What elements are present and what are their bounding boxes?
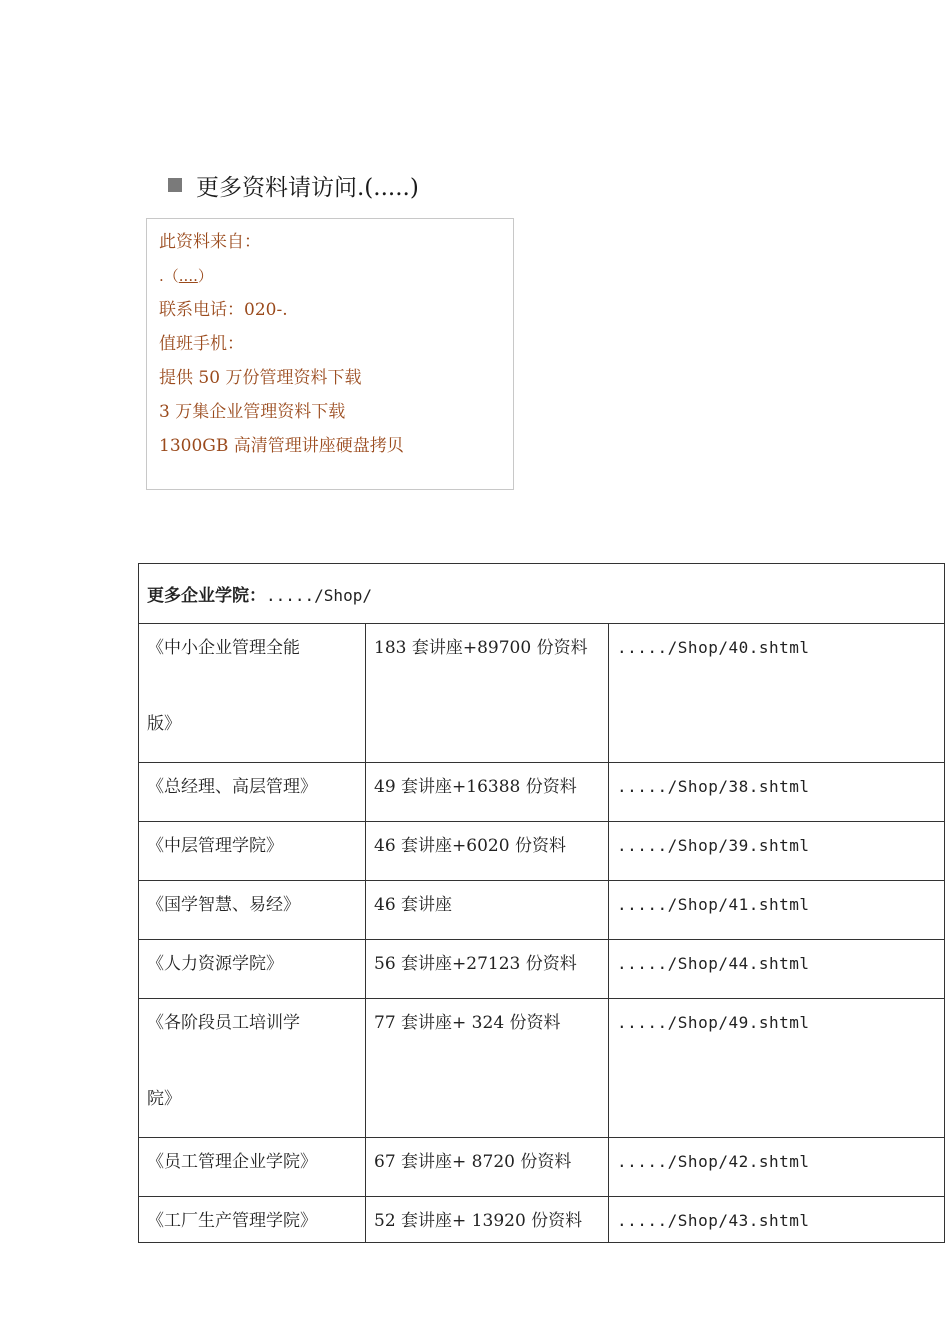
table-row [139,624,945,763]
table-row [139,881,945,940]
info-mobile: 值班手机： [159,334,244,354]
academy-content-cell [366,940,609,999]
academy-content: 77 套讲座+ 324 份资料 [374,1013,561,1033]
academy-content: 52 套讲座+ 13920 份资料 [374,1211,583,1231]
academy-url[interactable]: ...../Shop/44.shtml [617,954,810,973]
table-row [139,999,945,1138]
academy-url[interactable]: ...../Shop/38.shtml [617,777,810,796]
academy-content: 183 套讲座+89700 份资料 [374,638,588,658]
academy-content-cell [366,999,609,1138]
table-row [139,1138,945,1197]
info-source-link-line [159,259,513,293]
academy-name-cell [139,881,366,940]
academy-name [147,610,357,762]
academy-name-line2: 版》 [147,714,181,734]
table-header-url[interactable]: ...../Shop/ [266,586,372,605]
square-bullet-icon [168,178,182,192]
academy-url-cell [609,822,945,881]
info-source-label: 此资料来自： [159,232,261,252]
academy-table [138,563,945,1243]
academy-content: 46 套讲座+6020 份资料 [374,836,566,856]
academy-name: 《工厂生产管理学院》 [147,1211,317,1231]
info-link-suffix: ） [197,267,213,285]
table-row [139,763,945,822]
academy-content: 67 套讲座+ 8720 份资料 [374,1152,572,1172]
academy-name-cell [139,822,366,881]
academy-content: 56 套讲座+27123 份资料 [374,954,577,974]
academy-content-cell [366,763,609,822]
academy-url[interactable]: ...../Shop/40.shtml [617,638,810,657]
academy-name-cell [139,763,366,822]
academy-name: 《国学智慧、易经》 [147,895,300,915]
academy-name [147,985,357,1137]
academy-name: 《员工管理企业学院》 [147,1152,317,1172]
academy-url-cell [609,624,945,763]
academy-name-cell [139,1138,366,1197]
academy-url[interactable]: ...../Shop/49.shtml [617,1013,810,1032]
academy-url[interactable]: ...../Shop/41.shtml [617,895,810,914]
academy-content: 46 套讲座 [374,895,453,915]
academy-content: 49 套讲座+16388 份资料 [374,777,577,797]
academy-content-cell [366,822,609,881]
info-offer-3: 1300GB 高清管理讲座硬盘拷贝 [159,436,404,456]
academy-name: 《总经理、高层管理》 [147,777,317,797]
info-link-prefix: .（ [159,267,179,285]
academy-name: 《人力资源学院》 [147,954,283,974]
table-row [139,1197,945,1243]
info-offer-2: 3 万集企业管理资料下载 [159,402,346,422]
academy-url-cell [609,763,945,822]
page-header [168,168,419,202]
info-offer-1: 提供 50 万份管理资料下载 [159,368,362,388]
header-text: 更多资料请访问.(.....) [196,174,419,201]
academy-name-line1: 《各阶段员工培训学 [147,1013,300,1033]
academy-name-cell [139,624,366,763]
academy-name: 《中层管理学院》 [147,836,283,856]
academy-url-cell [609,1138,945,1197]
academy-url-cell [609,881,945,940]
table-header-label: 更多企业学院： [147,586,266,606]
table-row [139,822,945,881]
academy-name-cell [139,1197,366,1243]
academy-content-cell [366,1197,609,1243]
academy-url-cell [609,940,945,999]
academy-name-line2: 院》 [147,1089,181,1109]
academy-url[interactable]: ...../Shop/43.shtml [617,1211,810,1230]
info-phone: 联系电话：020-. [159,300,288,320]
info-source-link[interactable]: .... [178,267,198,285]
academy-url-cell [609,999,945,1138]
academy-url-cell [609,1197,945,1243]
info-box [146,218,514,490]
academy-name-cell [139,999,366,1138]
academy-content-cell [366,1138,609,1197]
academy-content-cell [366,624,609,763]
academy-url[interactable]: ...../Shop/39.shtml [617,836,810,855]
academy-content-cell [366,881,609,940]
academy-name-line1: 《中小企业管理全能 [147,638,300,658]
academy-url[interactable]: ...../Shop/42.shtml [617,1152,810,1171]
